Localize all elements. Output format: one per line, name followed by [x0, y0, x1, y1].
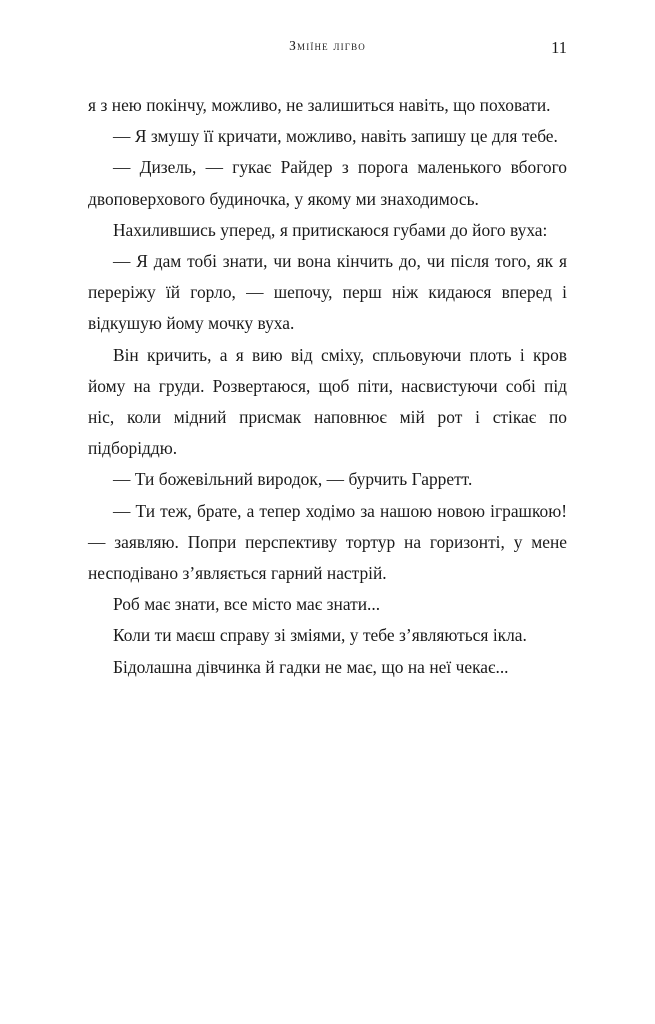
- paragraph: — Ти теж, брате, а тепер ходімо за нашою новою іграшкою! — заявляю. Попри перспективу тортур на горизонті, у мене несподівано з’являється гарний настрій.: [88, 500, 567, 584]
- paragraph: — Ти божевільний виродок, — бурчить Гарретт.: [113, 469, 473, 490]
- paragraph: Роб має знати, все місто має знати...: [113, 594, 381, 615]
- paragraph: Нахилившись уперед, я притискаюся губами до його вуха:: [113, 219, 548, 240]
- paragraph: — Дизель, — гукає Райдер з порога маленького вбогого двоповерхового будиночка, у якому ми знаходимось.: [88, 157, 567, 209]
- paragraph: Коли ти маєш справу зі зміями, у тебе з’являються ікла.: [113, 625, 527, 646]
- body-text-block: [88, 90, 567, 683]
- page-number: 11: [551, 38, 567, 57]
- paragraph: — Я змушу її кричати, можливо, навіть запишу це для тебе.: [113, 126, 558, 147]
- paragraph: — Я дам тобі знати, чи вона кінчить до, чи після того, як я переріжу їй горло, — шепочу, перш ніж кидаюся вперед і відкушую йому мочку вуха.: [88, 251, 567, 334]
- paragraph: Бідолашна дівчинка й гадки не має, що на неї чекає...: [113, 656, 509, 677]
- running-head-title: Зміїне лігво: [289, 38, 366, 53]
- paragraph: я з нею покінчу, можливо, не залишиться навіть, що поховати.: [88, 95, 551, 115]
- running-head: [88, 38, 567, 60]
- paragraph: Він кричить, а я вию від сміху, спльовуючи плоть і кров йому на груди. Розвертаюся, щоб піти, насвистуючи собі під ніс, коли мідний присмак наповнює мій рот і стікає по підборіддю.: [88, 344, 567, 459]
